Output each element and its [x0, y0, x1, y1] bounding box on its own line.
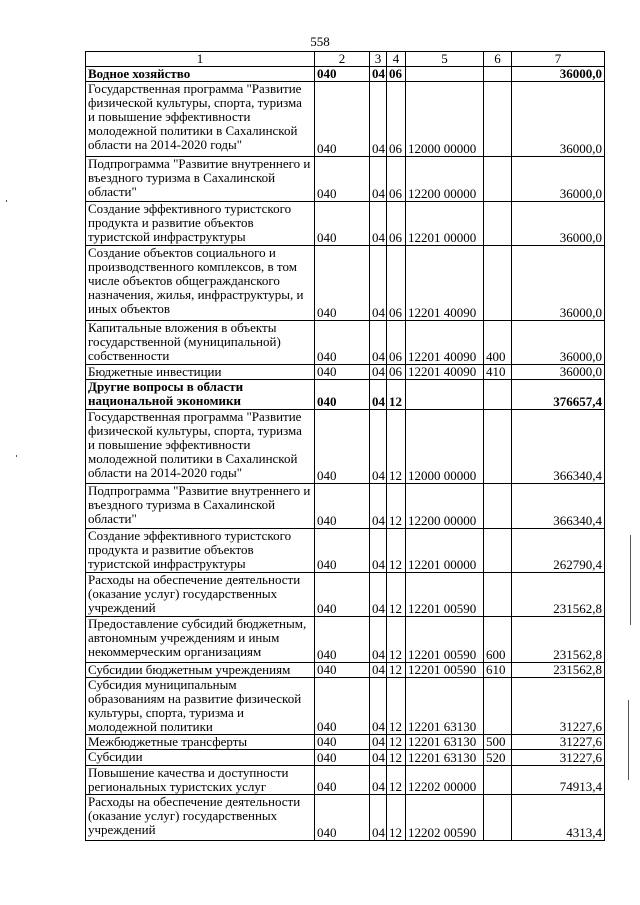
section-code-cell: 04 [370, 202, 387, 246]
expense-type-cell: 400 [484, 321, 512, 365]
subsection-code-cell: 12 [387, 766, 406, 795]
subsection-code-cell: 12 [387, 617, 406, 663]
subsection-code-cell: 06 [387, 321, 406, 365]
target-article-cell: 12201 00590 [406, 573, 484, 617]
amount-cell: 36000,0 [512, 321, 605, 365]
ministry-code-cell: 040 [315, 484, 370, 529]
ministry-code-cell: 040 [315, 365, 370, 380]
section-code-cell: 04 [370, 750, 387, 766]
row-name-cell: Подпрограмма "Развитие внутреннего и въездного туризма в Сахалинской области" [86, 484, 315, 529]
expense-type-cell [484, 766, 512, 795]
section-code-cell: 04 [370, 573, 387, 617]
amount-cell: 231562,8 [512, 617, 605, 663]
column-header: 7 [512, 52, 605, 67]
section-code-cell: 04 [370, 321, 387, 365]
ministry-code-cell: 040 [315, 246, 370, 321]
target-article-cell: 12000 00000 [406, 410, 484, 484]
ministry-code-cell: 040 [315, 750, 370, 766]
expense-type-cell [484, 484, 512, 529]
target-article-cell: 12201 40090 [406, 321, 484, 365]
column-header: 1 [86, 52, 315, 67]
section-code-cell: 04 [370, 617, 387, 663]
row-name-cell: Подпрограмма "Развитие внутреннего и въездного туризма в Сахалинской области" [86, 157, 315, 202]
amount-cell: 74913,4 [512, 766, 605, 795]
table-row [86, 157, 605, 202]
table-row [86, 202, 605, 246]
subsection-code-cell: 12 [387, 410, 406, 484]
amount-cell: 36000,0 [512, 157, 605, 202]
amount-cell: 31227,6 [512, 750, 605, 766]
section-code-cell: 04 [370, 766, 387, 795]
ministry-code-cell: 040 [315, 410, 370, 484]
ministry-code-cell: 040 [315, 157, 370, 202]
column-header: 4 [387, 52, 406, 67]
table-row [86, 82, 605, 157]
target-article-cell: 12201 63130 [406, 735, 484, 750]
section-code-cell: 04 [370, 82, 387, 157]
amount-cell: 366340,4 [512, 410, 605, 484]
row-name-cell: Государственная программа "Развитие физической культуры, спорта, туризма и повышение эффективности молодежной политики в Сахалинской области на 2014-2020 годы" [86, 82, 315, 157]
target-article-cell: 12200 00000 [406, 157, 484, 202]
section-code-cell: 04 [370, 795, 387, 841]
target-article-cell: 12201 63130 [406, 678, 484, 735]
section-code-cell: 04 [370, 67, 387, 82]
table-row [86, 663, 605, 678]
expense-type-cell: 410 [484, 365, 512, 380]
expense-type-cell [484, 157, 512, 202]
table-row [86, 321, 605, 365]
header-row [86, 52, 605, 67]
row-name-cell: Создание эффективного туристского продукта и развитие объектов туристской инфраструктуры [86, 529, 315, 573]
table-row [86, 67, 605, 82]
subsection-code-cell: 12 [387, 573, 406, 617]
table-row [86, 365, 605, 380]
expense-type-cell [484, 795, 512, 841]
ministry-code-cell: 040 [315, 529, 370, 573]
expense-type-cell: 610 [484, 663, 512, 678]
subsection-code-cell: 06 [387, 82, 406, 157]
scan-artifact [16, 455, 17, 457]
amount-cell: 31227,6 [512, 735, 605, 750]
scan-artifact [630, 535, 631, 625]
amount-cell: 366340,4 [512, 484, 605, 529]
subsection-code-cell: 12 [387, 795, 406, 841]
page-number: 558 [310, 34, 330, 49]
row-name-cell: Расходы на обеспечение деятельности (оказание услуг) государственных учреждений [86, 795, 315, 841]
subsection-code-cell: 12 [387, 735, 406, 750]
row-name-cell: Государственная программа "Развитие физической культуры, спорта, туризма и повышение эффективности молодежной политики в Сахалинской области на 2014-2020 годы" [86, 410, 315, 484]
column-header: 3 [370, 52, 387, 67]
subsection-code-cell: 06 [387, 365, 406, 380]
section-code-cell: 04 [370, 410, 387, 484]
section-code-cell: 04 [370, 157, 387, 202]
row-name-cell: Другие вопросы в области национальной экономики [86, 380, 315, 410]
amount-cell: 231562,8 [512, 663, 605, 678]
target-article-cell: 12201 40090 [406, 365, 484, 380]
ministry-code-cell: 040 [315, 573, 370, 617]
expense-type-cell [484, 573, 512, 617]
section-code-cell: 04 [370, 663, 387, 678]
amount-cell: 376657,4 [512, 380, 605, 410]
table-row [86, 246, 605, 321]
ministry-code-cell: 040 [315, 795, 370, 841]
ministry-code-cell: 040 [315, 617, 370, 663]
subsection-code-cell: 06 [387, 246, 406, 321]
ministry-code-cell: 040 [315, 82, 370, 157]
subsection-code-cell: 12 [387, 750, 406, 766]
target-article-cell: 12202 00590 [406, 795, 484, 841]
column-header: 6 [484, 52, 512, 67]
ministry-code-cell: 040 [315, 321, 370, 365]
amount-cell: 31227,6 [512, 678, 605, 735]
table-row [86, 766, 605, 795]
expense-type-cell [484, 380, 512, 410]
amount-cell: 4313,4 [512, 795, 605, 841]
subsection-code-cell: 06 [387, 67, 406, 82]
amount-cell: 231562,8 [512, 573, 605, 617]
amount-cell: 36000,0 [512, 202, 605, 246]
expense-type-cell [484, 678, 512, 735]
target-article-cell: 12200 00000 [406, 484, 484, 529]
table-row [86, 617, 605, 663]
row-name-cell: Субсидии бюджетным учреждениям [86, 663, 315, 678]
budget-table [85, 51, 605, 841]
ministry-code-cell: 040 [315, 678, 370, 735]
section-code-cell: 04 [370, 484, 387, 529]
column-header: 5 [406, 52, 484, 67]
amount-cell: 36000,0 [512, 246, 605, 321]
row-name-cell: Бюджетные инвестиции [86, 365, 315, 380]
row-name-cell: Водное хозяйство [86, 67, 315, 82]
table-row [86, 380, 605, 410]
expense-type-cell [484, 202, 512, 246]
table-row [86, 573, 605, 617]
amount-cell: 262790,4 [512, 529, 605, 573]
scan-artifact [6, 200, 7, 202]
amount-cell: 36000,0 [512, 67, 605, 82]
target-article-cell: 12201 00590 [406, 663, 484, 678]
target-article-cell: 12201 63130 [406, 750, 484, 766]
table-row [86, 484, 605, 529]
subsection-code-cell: 12 [387, 678, 406, 735]
section-code-cell: 04 [370, 678, 387, 735]
ministry-code-cell: 040 [315, 766, 370, 795]
target-article-cell: 12202 00000 [406, 766, 484, 795]
target-article-cell: 12201 00000 [406, 529, 484, 573]
expense-type-cell: 500 [484, 735, 512, 750]
expense-type-cell: 520 [484, 750, 512, 766]
subsection-code-cell: 12 [387, 663, 406, 678]
expense-type-cell [484, 529, 512, 573]
expense-type-cell [484, 410, 512, 484]
ministry-code-cell: 040 [315, 380, 370, 410]
target-article-cell: 12000 00000 [406, 82, 484, 157]
amount-cell: 36000,0 [512, 82, 605, 157]
row-name-cell: Субсидии [86, 750, 315, 766]
subsection-code-cell: 06 [387, 202, 406, 246]
subsection-code-cell: 12 [387, 484, 406, 529]
expense-type-cell [484, 246, 512, 321]
ministry-code-cell: 040 [315, 202, 370, 246]
ministry-code-cell: 040 [315, 67, 370, 82]
section-code-cell: 04 [370, 380, 387, 410]
target-article-cell: 12201 00000 [406, 202, 484, 246]
ministry-code-cell: 040 [315, 663, 370, 678]
row-name-cell: Создание эффективного туристского продукта и развитие объектов туристской инфраструктуры [86, 202, 315, 246]
table-row [86, 795, 605, 841]
section-code-cell: 04 [370, 529, 387, 573]
target-article-cell: 12201 40090 [406, 246, 484, 321]
expense-type-cell [484, 82, 512, 157]
subsection-code-cell: 06 [387, 157, 406, 202]
section-code-cell: 04 [370, 246, 387, 321]
row-name-cell: Межбюджетные трансферты [86, 735, 315, 750]
row-name-cell: Капитальные вложения в объекты государственной (муниципальной) собственности [86, 321, 315, 365]
amount-cell: 36000,0 [512, 365, 605, 380]
target-article-cell: 12201 00590 [406, 617, 484, 663]
row-name-cell: Создание объектов социального и производственного комплексов, в том числе объектов общегражданского назначения, жилья, инфраструктуры, и иных объектов [86, 246, 315, 321]
section-code-cell: 04 [370, 365, 387, 380]
table-row [86, 678, 605, 735]
table-row [86, 735, 605, 750]
row-name-cell: Повышение качества и доступности региональных туристских услуг [86, 766, 315, 795]
table-row [86, 410, 605, 484]
section-code-cell: 04 [370, 735, 387, 750]
row-name-cell: Расходы на обеспечение деятельности (оказание услуг) государственных учреждений [86, 573, 315, 617]
target-article-cell [406, 67, 484, 82]
table-row [86, 750, 605, 766]
column-header: 2 [315, 52, 370, 67]
subsection-code-cell: 12 [387, 380, 406, 410]
row-name-cell: Предоставление субсидий бюджетным, автономным учреждениям и иным некоммерческим организациям [86, 617, 315, 663]
table-row [86, 529, 605, 573]
expense-type-cell [484, 67, 512, 82]
target-article-cell [406, 380, 484, 410]
row-name-cell: Субсидия муниципальным образованиям на развитие физической культуры, спорта, туризма и молодежной политики [86, 678, 315, 735]
scan-artifact [628, 700, 629, 780]
ministry-code-cell: 040 [315, 735, 370, 750]
expense-type-cell: 600 [484, 617, 512, 663]
subsection-code-cell: 12 [387, 529, 406, 573]
